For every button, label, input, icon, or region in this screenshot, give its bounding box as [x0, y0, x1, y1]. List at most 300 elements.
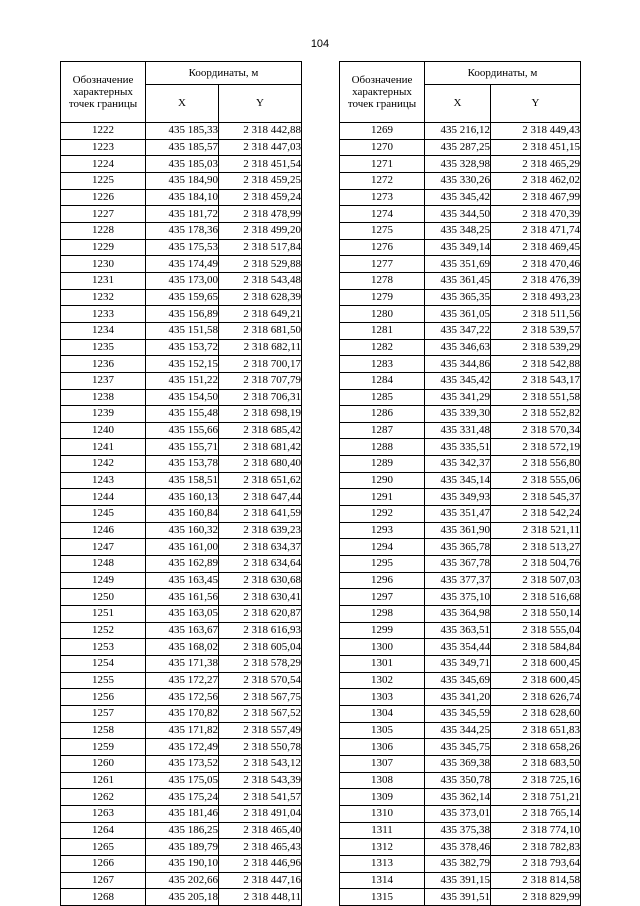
table-row — [340, 389, 581, 406]
x-coordinate-cell: 435 152,15 — [146, 356, 219, 373]
x-coordinate-cell: 435 365,35 — [425, 289, 491, 306]
y-coordinate-cell: 2 318 469,45 — [491, 239, 581, 256]
y-coordinate-cell: 2 318 600,45 — [491, 656, 581, 673]
point-number-cell: 1278 — [340, 272, 425, 289]
x-coordinate-cell: 435 175,24 — [146, 789, 219, 806]
y-coordinate-cell: 2 318 542,88 — [491, 356, 581, 373]
point-number-cell: 1248 — [61, 556, 146, 573]
y-coordinate-cell: 2 318 447,03 — [219, 139, 302, 156]
y-coordinate-cell: 2 318 555,06 — [491, 472, 581, 489]
y-coordinate-cell: 2 318 465,40 — [219, 822, 302, 839]
y-coordinate-cell: 2 318 634,64 — [219, 556, 302, 573]
y-coordinate-cell: 2 318 630,68 — [219, 572, 302, 589]
x-coordinate-cell: 435 181,72 — [146, 206, 219, 223]
x-coordinate-cell: 435 331,48 — [425, 422, 491, 439]
y-coordinate-cell: 2 318 448,11 — [219, 889, 302, 906]
point-number-cell: 1302 — [340, 672, 425, 689]
x-coordinate-cell: 435 345,42 — [425, 372, 491, 389]
point-number-cell: 1264 — [61, 822, 146, 839]
y-coordinate-cell: 2 318 651,62 — [219, 472, 302, 489]
x-coordinate-cell: 435 339,30 — [425, 406, 491, 423]
x-coordinate-cell: 435 155,66 — [146, 422, 219, 439]
x-coordinate-cell: 435 178,36 — [146, 222, 219, 239]
x-coordinate-cell: 435 184,90 — [146, 172, 219, 189]
point-number-cell: 1309 — [340, 789, 425, 806]
point-number-cell: 1286 — [340, 406, 425, 423]
table-row — [340, 156, 581, 173]
table-row — [61, 206, 302, 223]
table-row — [340, 672, 581, 689]
y-column-header: Y — [491, 84, 581, 122]
point-number-cell: 1231 — [61, 272, 146, 289]
y-coordinate-cell: 2 318 578,29 — [219, 656, 302, 673]
point-number-cell: 1234 — [61, 322, 146, 339]
y-coordinate-cell: 2 318 698,19 — [219, 406, 302, 423]
x-coordinate-cell: 435 170,82 — [146, 705, 219, 722]
table-row — [340, 739, 581, 756]
x-coordinate-cell: 435 185,33 — [146, 123, 219, 140]
y-coordinate-cell: 2 318 551,58 — [491, 389, 581, 406]
y-coordinate-cell: 2 318 706,31 — [219, 389, 302, 406]
point-number-cell: 1299 — [340, 622, 425, 639]
point-number-cell: 1230 — [61, 256, 146, 273]
x-coordinate-cell: 435 351,69 — [425, 256, 491, 273]
point-number-cell: 1303 — [340, 689, 425, 706]
table-row — [61, 372, 302, 389]
table-row — [340, 222, 581, 239]
x-coordinate-cell: 435 328,98 — [425, 156, 491, 173]
table-row — [61, 256, 302, 273]
table-row — [61, 855, 302, 872]
y-coordinate-cell: 2 318 782,83 — [491, 839, 581, 856]
coordinates-header: Координаты, м — [425, 62, 581, 85]
point-number-cell: 1250 — [61, 589, 146, 606]
y-coordinate-cell: 2 318 639,23 — [219, 522, 302, 539]
y-coordinate-cell: 2 318 725,16 — [491, 772, 581, 789]
table-row — [340, 472, 581, 489]
point-number-cell: 1304 — [340, 705, 425, 722]
x-coordinate-cell: 435 155,48 — [146, 406, 219, 423]
x-coordinate-cell: 435 181,46 — [146, 805, 219, 822]
point-number-cell: 1261 — [61, 772, 146, 789]
x-coordinate-cell: 435 344,86 — [425, 356, 491, 373]
x-coordinate-cell: 435 344,25 — [425, 722, 491, 739]
x-coordinate-cell: 435 189,79 — [146, 839, 219, 856]
y-coordinate-cell: 2 318 516,68 — [491, 589, 581, 606]
x-coordinate-cell: 435 159,65 — [146, 289, 219, 306]
x-coordinate-cell: 435 160,32 — [146, 522, 219, 539]
y-coordinate-cell: 2 318 700,17 — [219, 356, 302, 373]
table-row — [61, 439, 302, 456]
x-coordinate-cell: 435 160,84 — [146, 506, 219, 523]
y-column-header: Y — [219, 84, 302, 122]
table-row — [340, 789, 581, 806]
y-coordinate-cell: 2 318 681,50 — [219, 322, 302, 339]
table-row — [61, 805, 302, 822]
x-coordinate-cell: 435 175,53 — [146, 239, 219, 256]
x-coordinate-cell: 435 185,57 — [146, 139, 219, 156]
y-coordinate-cell: 2 318 451,15 — [491, 139, 581, 156]
point-number-cell: 1285 — [340, 389, 425, 406]
table-row — [340, 556, 581, 573]
point-number-cell: 1254 — [61, 656, 146, 673]
y-coordinate-cell: 2 318 647,44 — [219, 489, 302, 506]
table-row — [340, 639, 581, 656]
point-number-cell: 1290 — [340, 472, 425, 489]
x-coordinate-cell: 435 173,00 — [146, 272, 219, 289]
point-number-cell: 1312 — [340, 839, 425, 856]
x-coordinate-cell: 435 171,38 — [146, 656, 219, 673]
y-coordinate-cell: 2 318 442,88 — [219, 123, 302, 140]
x-coordinate-cell: 435 173,52 — [146, 755, 219, 772]
y-coordinate-cell: 2 318 476,39 — [491, 272, 581, 289]
table-row — [61, 239, 302, 256]
table-row — [61, 606, 302, 623]
x-coordinate-cell: 435 186,25 — [146, 822, 219, 839]
y-coordinate-cell: 2 318 628,60 — [491, 705, 581, 722]
point-number-cell: 1295 — [340, 556, 425, 573]
table-row — [61, 789, 302, 806]
y-coordinate-cell: 2 318 543,12 — [219, 755, 302, 772]
point-number-cell: 1258 — [61, 722, 146, 739]
y-coordinate-cell: 2 318 682,11 — [219, 339, 302, 356]
table-row — [340, 522, 581, 539]
y-coordinate-cell: 2 318 628,39 — [219, 289, 302, 306]
y-coordinate-cell: 2 318 685,42 — [219, 422, 302, 439]
point-number-cell: 1256 — [61, 689, 146, 706]
table-row — [340, 439, 581, 456]
table-row — [340, 189, 581, 206]
point-number-cell: 1275 — [340, 222, 425, 239]
y-coordinate-cell: 2 318 462,02 — [491, 172, 581, 189]
y-coordinate-cell: 2 318 570,34 — [491, 422, 581, 439]
x-coordinate-cell: 435 330,26 — [425, 172, 491, 189]
y-coordinate-cell: 2 318 504,76 — [491, 556, 581, 573]
table-row — [340, 755, 581, 772]
table-row — [61, 306, 302, 323]
point-number-cell: 1277 — [340, 256, 425, 273]
x-coordinate-cell: 435 160,13 — [146, 489, 219, 506]
x-coordinate-cell: 435 287,25 — [425, 139, 491, 156]
x-coordinate-cell: 435 168,02 — [146, 639, 219, 656]
y-coordinate-cell: 2 318 600,45 — [491, 672, 581, 689]
point-number-cell: 1296 — [340, 572, 425, 589]
point-number-cell: 1287 — [340, 422, 425, 439]
table-row — [340, 772, 581, 789]
point-number-cell: 1269 — [340, 123, 425, 140]
table-row — [61, 489, 302, 506]
point-number-cell: 1227 — [61, 206, 146, 223]
table-row — [61, 123, 302, 140]
y-coordinate-cell: 2 318 651,83 — [491, 722, 581, 739]
y-coordinate-cell: 2 318 541,57 — [219, 789, 302, 806]
table-row — [340, 239, 581, 256]
table-row — [340, 589, 581, 606]
y-coordinate-cell: 2 318 511,56 — [491, 306, 581, 323]
x-column-header: X — [425, 84, 491, 122]
y-coordinate-cell: 2 318 557,49 — [219, 722, 302, 739]
point-number-cell: 1223 — [61, 139, 146, 156]
table-row — [340, 572, 581, 589]
x-coordinate-cell: 435 348,25 — [425, 222, 491, 239]
x-coordinate-cell: 435 190,10 — [146, 855, 219, 872]
y-coordinate-cell: 2 318 814,58 — [491, 872, 581, 889]
x-coordinate-cell: 435 335,51 — [425, 439, 491, 456]
y-coordinate-cell: 2 318 572,19 — [491, 439, 581, 456]
table-row — [340, 705, 581, 722]
x-coordinate-cell: 435 364,98 — [425, 606, 491, 623]
point-number-cell: 1249 — [61, 572, 146, 589]
x-coordinate-cell: 435 351,47 — [425, 506, 491, 523]
table-row — [61, 656, 302, 673]
y-coordinate-cell: 2 318 493,23 — [491, 289, 581, 306]
x-coordinate-cell: 435 362,14 — [425, 789, 491, 806]
point-number-cell: 1281 — [340, 322, 425, 339]
point-number-cell: 1222 — [61, 123, 146, 140]
x-coordinate-cell: 435 375,38 — [425, 822, 491, 839]
y-coordinate-cell: 2 318 774,10 — [491, 822, 581, 839]
y-coordinate-cell: 2 318 626,74 — [491, 689, 581, 706]
table-row — [340, 289, 581, 306]
point-number-cell: 1313 — [340, 855, 425, 872]
point-number-cell: 1262 — [61, 789, 146, 806]
y-coordinate-cell: 2 318 751,21 — [491, 789, 581, 806]
point-number-cell: 1267 — [61, 872, 146, 889]
point-number-cell: 1228 — [61, 222, 146, 239]
point-number-cell: 1301 — [340, 656, 425, 673]
point-number-cell: 1225 — [61, 172, 146, 189]
table-row — [61, 689, 302, 706]
table-row — [61, 139, 302, 156]
point-number-cell: 1298 — [340, 606, 425, 623]
table-row — [61, 522, 302, 539]
table-row — [340, 306, 581, 323]
x-coordinate-cell: 435 382,79 — [425, 855, 491, 872]
table-row — [61, 622, 302, 639]
x-coordinate-cell: 435 344,50 — [425, 206, 491, 223]
point-number-cell: 1314 — [340, 872, 425, 889]
x-coordinate-cell: 435 163,67 — [146, 622, 219, 639]
y-coordinate-cell: 2 318 451,54 — [219, 156, 302, 173]
point-column-header: Обозначение характерных точек границы — [340, 62, 425, 123]
table-body — [61, 123, 302, 906]
y-coordinate-cell: 2 318 543,39 — [219, 772, 302, 789]
y-coordinate-cell: 2 318 584,84 — [491, 639, 581, 656]
y-coordinate-cell: 2 318 447,16 — [219, 872, 302, 889]
x-coordinate-cell: 435 391,51 — [425, 889, 491, 906]
y-coordinate-cell: 2 318 446,96 — [219, 855, 302, 872]
table-row — [61, 506, 302, 523]
point-number-cell: 1291 — [340, 489, 425, 506]
table-row — [61, 722, 302, 739]
x-coordinate-cell: 435 349,14 — [425, 239, 491, 256]
table-row — [61, 339, 302, 356]
point-number-cell: 1263 — [61, 805, 146, 822]
x-coordinate-cell: 435 354,44 — [425, 639, 491, 656]
point-number-cell: 1306 — [340, 739, 425, 756]
y-coordinate-cell: 2 318 680,40 — [219, 456, 302, 473]
point-number-cell: 1226 — [61, 189, 146, 206]
table-row — [61, 872, 302, 889]
table-row — [61, 889, 302, 906]
y-coordinate-cell: 2 318 765,14 — [491, 805, 581, 822]
x-coordinate-cell: 435 172,56 — [146, 689, 219, 706]
point-number-cell: 1280 — [340, 306, 425, 323]
y-coordinate-cell: 2 318 543,17 — [491, 372, 581, 389]
y-coordinate-cell: 2 318 459,25 — [219, 172, 302, 189]
point-number-cell: 1255 — [61, 672, 146, 689]
table-row — [340, 872, 581, 889]
point-number-cell: 1265 — [61, 839, 146, 856]
point-number-cell: 1282 — [340, 339, 425, 356]
y-coordinate-cell: 2 318 539,29 — [491, 339, 581, 356]
coordinates-header: Координаты, м — [146, 62, 302, 85]
point-number-cell: 1279 — [340, 289, 425, 306]
table-row — [61, 472, 302, 489]
table-row — [61, 672, 302, 689]
point-number-cell: 1289 — [340, 456, 425, 473]
y-coordinate-cell: 2 318 616,93 — [219, 622, 302, 639]
coordinates-table-right — [339, 61, 581, 906]
point-number-cell: 1315 — [340, 889, 425, 906]
x-coordinate-cell: 435 151,58 — [146, 322, 219, 339]
y-coordinate-cell: 2 318 517,84 — [219, 239, 302, 256]
x-coordinate-cell: 435 158,51 — [146, 472, 219, 489]
y-coordinate-cell: 2 318 829,99 — [491, 889, 581, 906]
y-coordinate-cell: 2 318 649,21 — [219, 306, 302, 323]
point-number-cell: 1257 — [61, 705, 146, 722]
table-row — [340, 805, 581, 822]
y-coordinate-cell: 2 318 550,78 — [219, 739, 302, 756]
x-coordinate-cell: 435 345,59 — [425, 705, 491, 722]
table-row — [61, 389, 302, 406]
table-row — [340, 256, 581, 273]
x-coordinate-cell: 435 172,27 — [146, 672, 219, 689]
point-number-cell: 1242 — [61, 456, 146, 473]
point-number-cell: 1243 — [61, 472, 146, 489]
point-number-cell: 1259 — [61, 739, 146, 756]
x-coordinate-cell: 435 391,15 — [425, 872, 491, 889]
y-coordinate-cell: 2 318 681,42 — [219, 439, 302, 456]
table-row — [340, 839, 581, 856]
point-number-cell: 1272 — [340, 172, 425, 189]
table-row — [61, 772, 302, 789]
point-number-cell: 1240 — [61, 422, 146, 439]
x-coordinate-cell: 435 205,18 — [146, 889, 219, 906]
x-coordinate-cell: 435 345,69 — [425, 672, 491, 689]
table-row — [61, 356, 302, 373]
x-coordinate-cell: 435 375,10 — [425, 589, 491, 606]
table-row — [61, 422, 302, 439]
y-coordinate-cell: 2 318 570,54 — [219, 672, 302, 689]
y-coordinate-cell: 2 318 658,26 — [491, 739, 581, 756]
y-coordinate-cell: 2 318 683,50 — [491, 755, 581, 772]
point-number-cell: 1229 — [61, 239, 146, 256]
y-coordinate-cell: 2 318 620,87 — [219, 606, 302, 623]
table-row — [340, 622, 581, 639]
table-row — [340, 855, 581, 872]
table-row — [61, 739, 302, 756]
x-coordinate-cell: 435 347,22 — [425, 322, 491, 339]
x-coordinate-cell: 435 156,89 — [146, 306, 219, 323]
point-number-cell: 1271 — [340, 156, 425, 173]
point-number-cell: 1251 — [61, 606, 146, 623]
y-coordinate-cell: 2 318 707,79 — [219, 372, 302, 389]
table-row — [61, 839, 302, 856]
point-number-cell: 1237 — [61, 372, 146, 389]
table-row — [340, 689, 581, 706]
y-coordinate-cell: 2 318 470,46 — [491, 256, 581, 273]
point-number-cell: 1305 — [340, 722, 425, 739]
table-row — [61, 755, 302, 772]
point-number-cell: 1297 — [340, 589, 425, 606]
y-coordinate-cell: 2 318 499,20 — [219, 222, 302, 239]
point-number-cell: 1224 — [61, 156, 146, 173]
point-number-cell: 1266 — [61, 855, 146, 872]
x-coordinate-cell: 435 161,56 — [146, 589, 219, 606]
point-number-cell: 1300 — [340, 639, 425, 656]
y-coordinate-cell: 2 318 605,04 — [219, 639, 302, 656]
y-coordinate-cell: 2 318 470,39 — [491, 206, 581, 223]
y-coordinate-cell: 2 318 459,24 — [219, 189, 302, 206]
point-number-cell: 1311 — [340, 822, 425, 839]
y-coordinate-cell: 2 318 552,82 — [491, 406, 581, 423]
x-coordinate-cell: 435 378,46 — [425, 839, 491, 856]
y-coordinate-cell: 2 318 567,75 — [219, 689, 302, 706]
table-row — [61, 272, 302, 289]
table-row — [340, 339, 581, 356]
table-row — [340, 406, 581, 423]
x-coordinate-cell: 435 163,05 — [146, 606, 219, 623]
y-coordinate-cell: 2 318 641,59 — [219, 506, 302, 523]
x-coordinate-cell: 435 184,10 — [146, 189, 219, 206]
point-number-cell: 1235 — [61, 339, 146, 356]
point-number-cell: 1247 — [61, 539, 146, 556]
y-coordinate-cell: 2 318 467,99 — [491, 189, 581, 206]
table-row — [340, 489, 581, 506]
y-coordinate-cell: 2 318 550,14 — [491, 606, 581, 623]
table-row — [340, 656, 581, 673]
table-row — [61, 639, 302, 656]
point-number-cell: 1288 — [340, 439, 425, 456]
y-coordinate-cell: 2 318 465,43 — [219, 839, 302, 856]
y-coordinate-cell: 2 318 539,57 — [491, 322, 581, 339]
x-coordinate-cell: 435 350,78 — [425, 772, 491, 789]
x-coordinate-cell: 435 151,22 — [146, 372, 219, 389]
y-coordinate-cell: 2 318 507,03 — [491, 572, 581, 589]
x-coordinate-cell: 435 171,82 — [146, 722, 219, 739]
y-coordinate-cell: 2 318 529,88 — [219, 256, 302, 273]
point-number-cell: 1253 — [61, 639, 146, 656]
table-row — [61, 822, 302, 839]
x-coordinate-cell: 435 155,71 — [146, 439, 219, 456]
y-coordinate-cell: 2 318 521,11 — [491, 522, 581, 539]
table-row — [61, 189, 302, 206]
point-column-header: Обозначение характерных точек границы — [61, 62, 146, 123]
x-coordinate-cell: 435 174,49 — [146, 256, 219, 273]
x-coordinate-cell: 435 153,78 — [146, 456, 219, 473]
x-coordinate-cell: 435 175,05 — [146, 772, 219, 789]
point-number-cell: 1270 — [340, 139, 425, 156]
table-row — [340, 456, 581, 473]
table-row — [340, 822, 581, 839]
x-coordinate-cell: 435 373,01 — [425, 805, 491, 822]
y-coordinate-cell: 2 318 555,04 — [491, 622, 581, 639]
point-number-cell: 1238 — [61, 389, 146, 406]
table-row — [61, 172, 302, 189]
x-coordinate-cell: 435 345,42 — [425, 189, 491, 206]
point-number-cell: 1308 — [340, 772, 425, 789]
